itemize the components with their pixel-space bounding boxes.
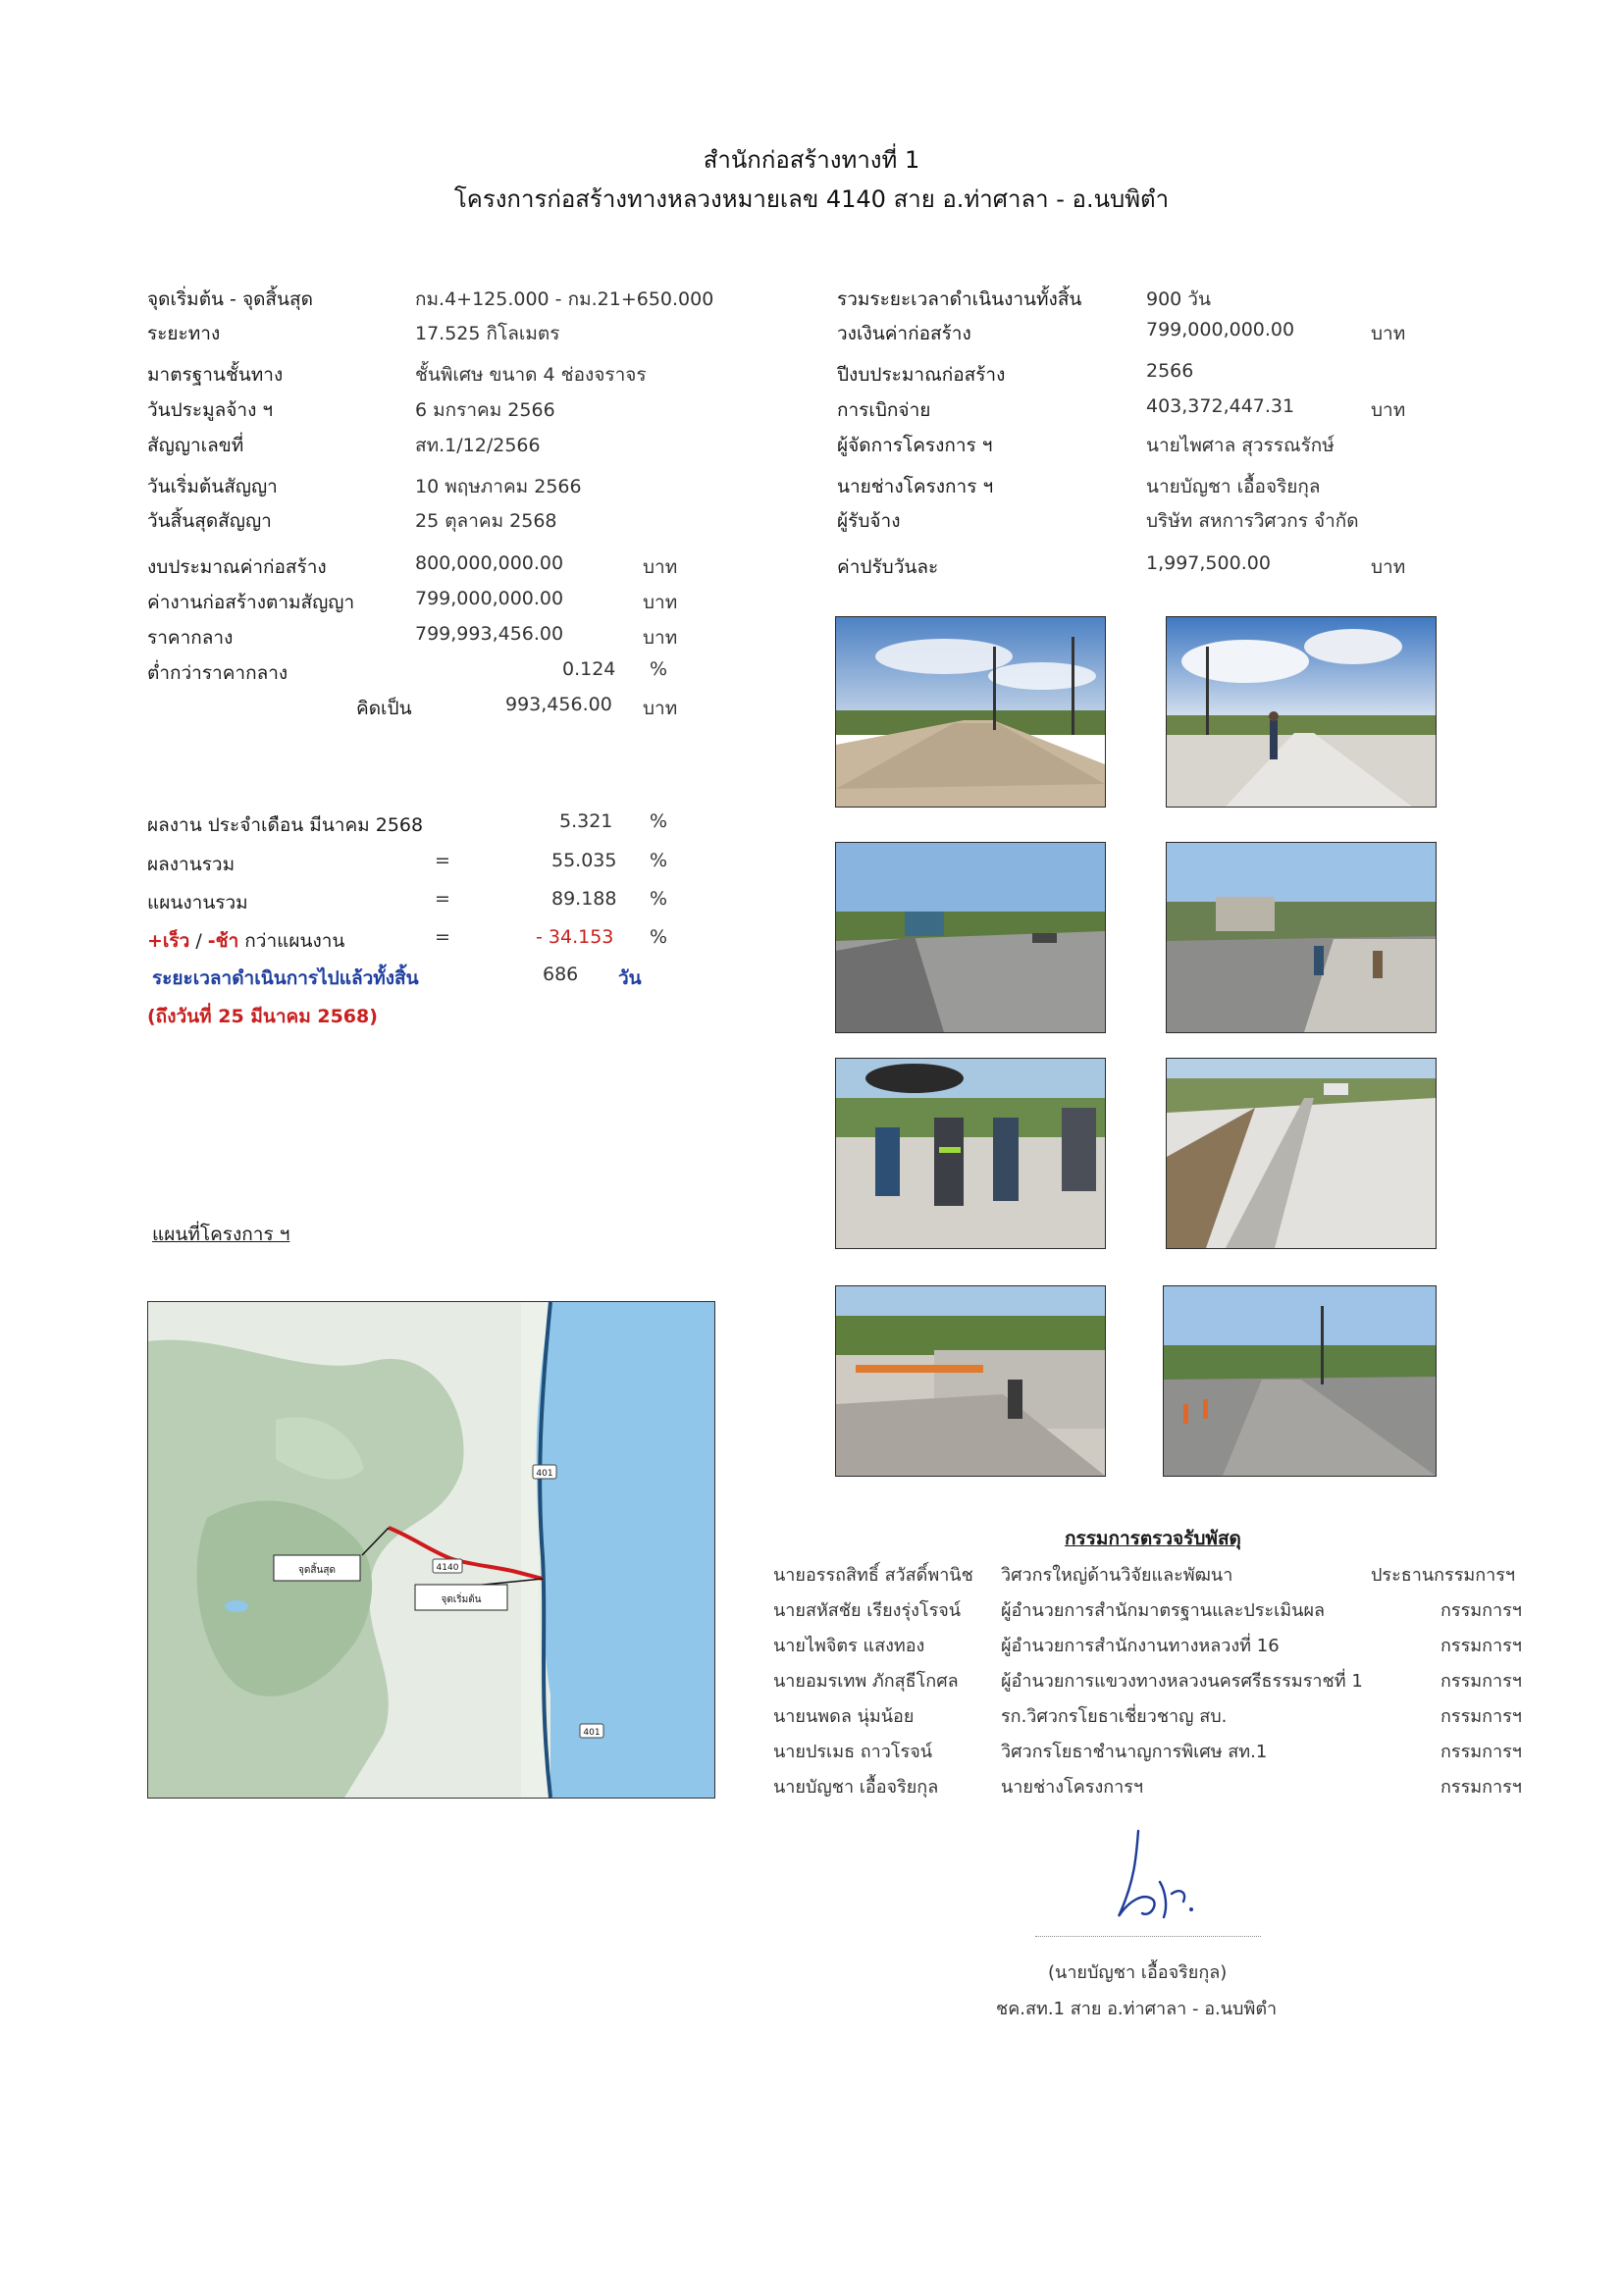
contract-cost-label: ค่างานก่อสร้างตามสัญญา [147, 592, 355, 613]
committee-member-name: นายอรรถสิทธิ์ สวัสดิ์พานิช [773, 1565, 973, 1586]
office-title: สำนักก่อสร้างทางที่ 1 [703, 146, 920, 174]
site-photo-6 [1166, 1058, 1437, 1249]
map-start-label: จุดเริ่มต้น [441, 1594, 482, 1605]
total-progress-unit: % [650, 850, 668, 871]
project-manager-value: นายไพศาล สุวรรณรักษ์ [1146, 435, 1335, 456]
signer-name: (นายบัญชา เอื้อจริยกุล) [1048, 1962, 1228, 1983]
map-route-401-top: 401 [536, 1469, 553, 1479]
total-progress-eq: = [435, 850, 450, 871]
project-title: โครงการก่อสร้างทางหลวงหมายเลข 4140 สาย อ.ท่าศาลา - อ.นบพิตำ [453, 185, 1170, 213]
median-price-value: 799,993,456.00 [415, 623, 564, 645]
committee-member-name: นายไพจิตร แสงทอง [773, 1636, 925, 1656]
below-median-label: ต่ำกว่าราคากลาง [147, 662, 288, 684]
disbursement-label: การเบิกจ่าย [837, 399, 931, 421]
map-route-4140: 4140 [436, 1563, 459, 1573]
plan-progress-unit: % [650, 888, 668, 910]
variance-eq: = [435, 926, 450, 948]
contract-no-label: สัญญาเลขที่ [147, 435, 244, 456]
committee-member-position: ผู้อำนวยการแขวงทางหลวงนครศรีธรรมราชที่ 1 [1001, 1671, 1363, 1692]
site-photo-3 [835, 842, 1106, 1033]
contractor-label: ผู้รับจ้าง [837, 510, 901, 532]
road-standard-label: มาตรฐานชั้นทาง [147, 364, 284, 386]
daily-fine-label: ค่าปรับวันละ [837, 556, 939, 578]
site-photo-4 [1166, 842, 1437, 1033]
site-photo-5 [835, 1058, 1106, 1249]
budget-unit: บาท [643, 556, 678, 578]
variance-unit: % [650, 926, 668, 948]
committee-member-position: ผู้อำนวยการสำนักงานทางหลวงที่ 16 [1001, 1636, 1280, 1656]
monthly-progress-unit: % [650, 810, 668, 832]
committee-member-role: กรรมการฯ [1440, 1706, 1522, 1727]
contract-cost-value: 799,000,000.00 [415, 588, 564, 609]
committee-member-name: นายอมรเทพ ภักสุธีโกศล [773, 1671, 959, 1692]
median-price-label: ราคากลาง [147, 627, 234, 649]
construction-budget-unit: บาท [1371, 323, 1406, 344]
bid-date-label: วันประมูลจ้าง ฯ [147, 399, 274, 421]
computed-unit: บาท [643, 698, 678, 719]
committee-member-role: กรรมการฯ [1440, 1742, 1522, 1762]
map-title: แผนที่โครงการ ฯ [152, 1224, 290, 1245]
ahead-text: +เร็ว [147, 930, 190, 952]
elapsed-value: 686 [543, 964, 579, 985]
committee-member-role: กรรมการฯ [1440, 1636, 1522, 1656]
committee-member-position: รก.วิศวกรโยธาเชี่ยวชาญ สบ. [1001, 1706, 1228, 1727]
project-engineer-value: นายบัญชา เอื้อจริยกุล [1146, 476, 1321, 497]
daily-fine-unit: บาท [1371, 556, 1406, 578]
distance-value: 17.525 กิโลเมตร [415, 323, 560, 344]
budget-label: งบประมาณค่าก่อสร้าง [147, 556, 327, 578]
plan-progress-eq: = [435, 888, 450, 910]
separator-text: / [189, 930, 208, 952]
contract-end-value: 25 ตุลาคม 2568 [415, 510, 557, 532]
signer-position: ชค.สท.1 สาย อ.ท่าศาลา - อ.นบพิตำ [996, 1999, 1278, 2019]
site-photo-7 [835, 1285, 1106, 1477]
disbursement-unit: บาท [1371, 399, 1406, 421]
plan-progress-value: 89.188 [551, 888, 617, 910]
committee-member-role: กรรมการฯ [1440, 1600, 1522, 1621]
committee-member-name: นายปรเมธ ถาวโรจน์ [773, 1742, 933, 1762]
committee-member-role: ประธานกรรมการฯ [1371, 1565, 1516, 1586]
committee-member-position: วิศวกรใหญ่ด้านวิจัยและพัฒนา [1001, 1565, 1233, 1586]
median-price-unit: บาท [643, 627, 678, 649]
variance-value: - 34.153 [536, 926, 614, 948]
committee-member-name: นายบัญชา เอื้อจริยกุล [773, 1777, 939, 1798]
contract-cost-unit: บาท [643, 592, 678, 613]
signature-mark [1099, 1823, 1207, 1931]
below-median-unit: % [650, 658, 668, 680]
as-of-date: (ถึงวันที่ 25 มีนาคม 2568) [147, 1006, 378, 1027]
committee-member-name: นายสหัสชัย เรียงรุ่งโรจน์ [773, 1600, 962, 1621]
construction-budget-label: วงเงินค่าก่อสร้าง [837, 323, 971, 344]
duration-value: 900 วัน [1146, 288, 1211, 310]
committee-member-name: นายนพดล นุ่มน้อย [773, 1706, 915, 1727]
computed-value: 993,456.00 [505, 694, 612, 715]
site-photo-8 [1163, 1285, 1437, 1477]
plan-progress-label: แผนงานรวม [147, 892, 248, 913]
total-progress-value: 55.035 [551, 850, 617, 871]
committee-member-position: ผู้อำนวยการสำนักมาตรฐานและประเมินผล [1001, 1600, 1326, 1621]
committee-title: กรรมการตรวจรับพัสดุ [1065, 1528, 1241, 1549]
behind-text: -ช้า [207, 930, 239, 952]
disbursement-value: 403,372,447.31 [1146, 395, 1295, 417]
fiscal-year-value: 2566 [1146, 360, 1194, 382]
committee-member-position: นายช่างโครงการฯ [1001, 1777, 1144, 1798]
map-route-401-bottom: 401 [583, 1728, 601, 1738]
committee-member-role: กรรมการฯ [1440, 1777, 1522, 1798]
duration-label: รวมระยะเวลาดำเนินงานทั้งสิ้น [837, 288, 1082, 310]
contract-start-label: วันเริ่มต้นสัญญา [147, 476, 278, 497]
project-map [147, 1301, 715, 1799]
contract-no-value: สท.1/12/2566 [415, 435, 541, 456]
contractor-value: บริษัท สหการวิศวกร จำกัด [1146, 510, 1359, 532]
fiscal-year-label: ปีงบประมาณก่อสร้าง [837, 364, 1006, 386]
below-median-value: 0.124 [562, 658, 616, 680]
map-end-label: จุดสิ้นสุด [298, 1565, 336, 1576]
total-progress-label: ผลงานรวม [147, 854, 236, 875]
contract-start-value: 10 พฤษภาคม 2566 [415, 476, 582, 497]
monthly-progress-label: ผลงาน ประจำเดือน มีนาคม 2568 [147, 814, 424, 836]
committee-member-role: กรรมการฯ [1440, 1671, 1522, 1692]
variance-label [147, 926, 344, 956]
daily-fine-value: 1,997,500.00 [1146, 552, 1271, 574]
site-photo-2 [1166, 616, 1437, 808]
distance-label: ระยะทาง [147, 323, 221, 344]
versus-plan-text: กว่าแผนงาน [238, 930, 345, 952]
construction-budget-value: 799,000,000.00 [1146, 319, 1295, 340]
monthly-progress-value: 5.321 [559, 810, 613, 832]
bid-date-value: 6 มกราคม 2566 [415, 399, 555, 421]
signature-line [1035, 1936, 1261, 1937]
committee-member-position: วิศวกรโยธาชำนาญการพิเศษ สท.1 [1001, 1742, 1268, 1762]
start-end-label: จุดเริ่มต้น - จุดสิ้นสุด [147, 288, 313, 310]
contract-end-label: วันสิ้นสุดสัญญา [147, 510, 272, 532]
computed-label: คิดเป็น [356, 698, 412, 719]
elapsed-label: ระยะเวลาดำเนินการไปแล้วทั้งสิ้น [152, 967, 419, 989]
project-engineer-label: นายช่างโครงการ ฯ [837, 476, 994, 497]
start-end-value: กม.4+125.000 - กม.21+650.000 [415, 288, 714, 310]
project-manager-label: ผู้จัดการโครงการ ฯ [837, 435, 993, 456]
elapsed-unit: วัน [618, 967, 642, 989]
budget-value: 800,000,000.00 [415, 552, 564, 574]
site-photo-1 [835, 616, 1106, 808]
road-standard-value: ชั้นพิเศษ ขนาด 4 ช่องจราจร [415, 364, 647, 386]
